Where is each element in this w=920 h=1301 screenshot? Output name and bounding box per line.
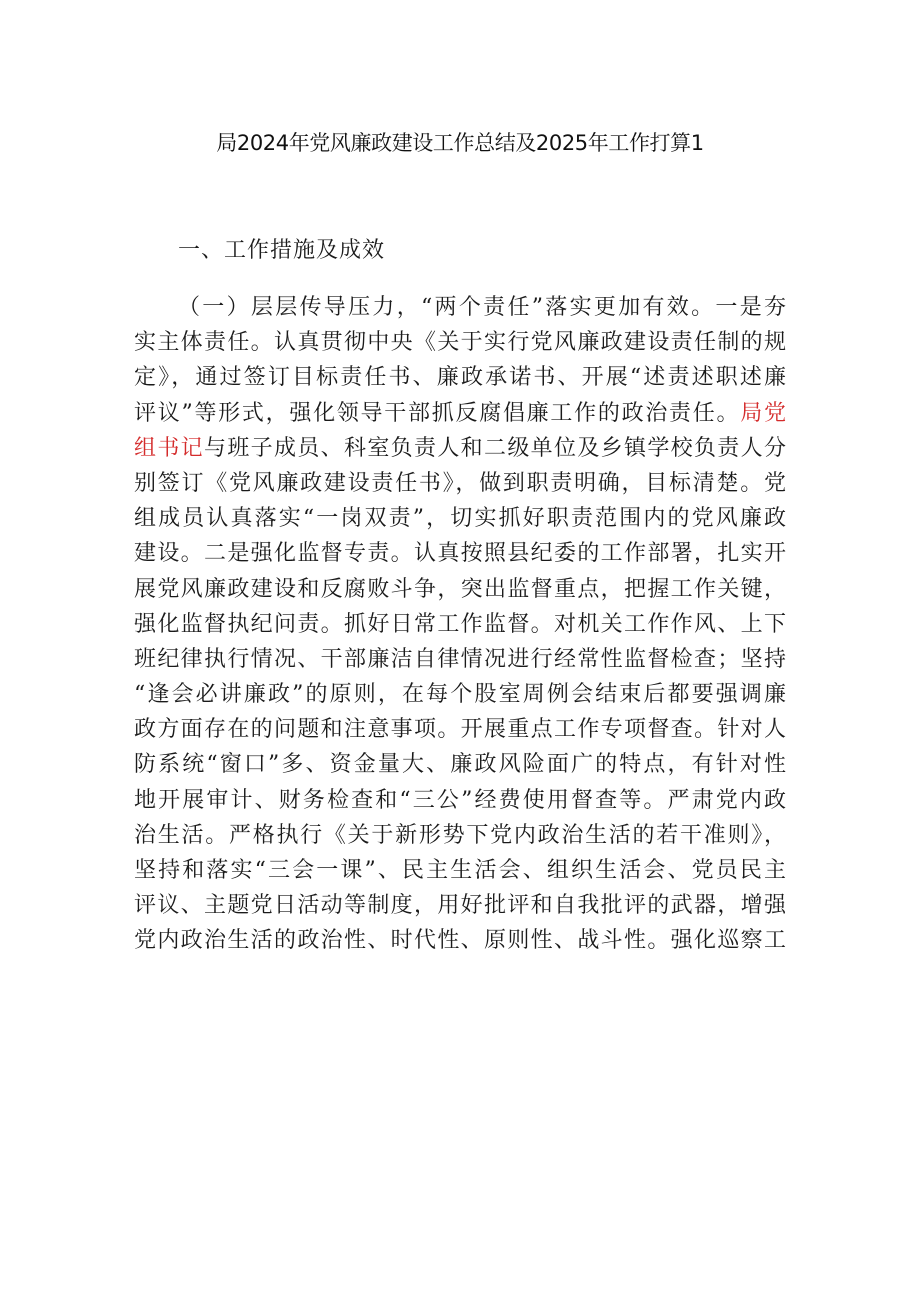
- paragraph-line: “逢会必讲廉政”的原则，在每个股室周例会结束后都要强调廉: [134, 682, 786, 708]
- paragraph-line: 坚持和落实“三会一课”、民主生活会、组织生活会、党员民主: [134, 858, 786, 883]
- paragraph-line: [134, 959, 786, 994]
- paragraph-line: 别签订《党风廉政建设责任书》，做到职责明确，目标清楚。党: [134, 470, 786, 496]
- highlighted-text: 局党: [740, 400, 786, 426]
- document-title: 局2024年党风廉政建设工作总结及2025年工作打算1: [216, 131, 704, 155]
- paragraph-line: 地开展审计、财务检查和“三公”经费使用督查等。严肃党内政: [134, 787, 786, 813]
- section-heading: 一、工作措施及成效: [178, 238, 386, 263]
- paragraph-line: 治生活。严格执行《关于新形势下党内政治生活的若干准则》，: [134, 822, 786, 848]
- paragraph-line: 防系统“窗口”多、资金量大、廉政风险面广的特点，有针对性: [134, 752, 786, 778]
- paragraph-line: 建设。二是强化监督专责。认真按照县纪委的工作部署，扎实开: [134, 541, 786, 567]
- paragraph-line: 组成员认真落实“一岗双责”，切实抓好职责范围内的党风廉政: [134, 506, 786, 532]
- paragraph-line: 班纪律执行情况、干部廉洁自律情况进行经常性监督检查；坚持: [134, 646, 786, 672]
- paragraph-line: （一）层层传导压力，“两个责任”落实更加有效。一是夯: [178, 295, 786, 320]
- paragraph-line: 强化监督执纪问责。抓好日常工作监督。对机关工作作风、上下: [134, 611, 786, 637]
- paragraph-line-with-highlight: [134, 431, 786, 466]
- paragraph-line: 展党风廉政建设和反腐败斗争，突出监督重点，把握工作关键，: [134, 576, 786, 602]
- paragraph-line: 实主体责任。认真贯彻中央《关于实行党风廉政建设责任制的规: [134, 330, 786, 356]
- paragraph-line: 评议、主题党日活动等制度，用好批评和自我批评的武器，增强: [134, 893, 786, 919]
- paragraph-line-with-highlight: [134, 396, 786, 431]
- paragraph-line: 定》，通过签订目标责任书、廉政承诺书、开展“述责述职述廉: [134, 365, 786, 391]
- paragraph-line: 党内政治生活的政治性、时代性、原则性、战斗性。强化巡察工: [134, 928, 786, 954]
- paragraph-line-text: 评议”等形式，强化领导干部抓反腐倡廉工作的政治责任。: [134, 400, 741, 426]
- paragraph-line: 政方面存在的问题和注意事项。开展重点工作专项督查。针对人: [134, 717, 786, 743]
- highlighted-text: 组书记: [134, 435, 204, 461]
- paragraph-line-text: 与班子成员、科室负责人和二级单位及乡镇学校负责人分: [204, 435, 786, 461]
- body-paragraph: [134, 290, 786, 994]
